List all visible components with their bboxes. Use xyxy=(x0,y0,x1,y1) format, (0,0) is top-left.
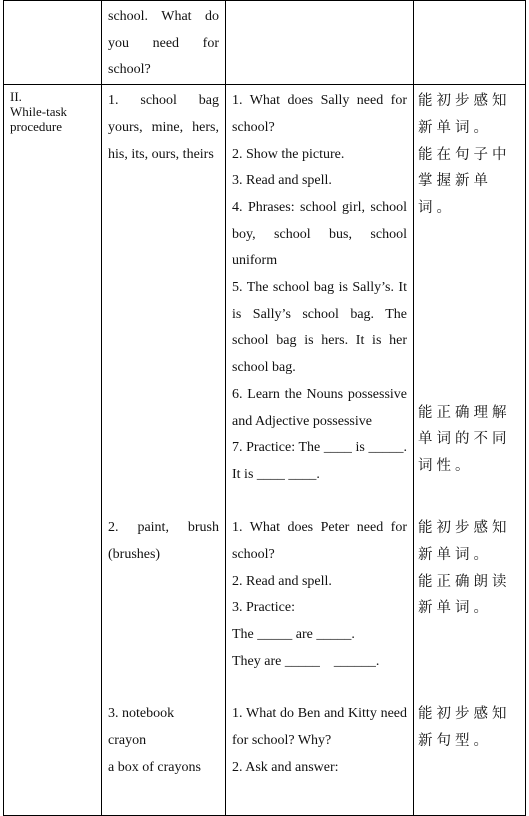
activity-item: 2. Ask and answer: xyxy=(232,759,339,775)
activity-item: 1. What do Ben and Kitty need for school? Why? xyxy=(232,706,407,748)
activity-item: 3. Practice: xyxy=(232,600,295,616)
activity-group-2 xyxy=(232,515,407,701)
content-text: school. What do you need for school? xyxy=(108,9,219,78)
activity-group-3 xyxy=(232,701,407,781)
activity-item: 5. The school bag is Sally’s. It is Sally’s school bag. The school bag is hers. It is her school bag. xyxy=(232,280,407,376)
purpose-item: 能初步感知新单词。 xyxy=(418,93,511,136)
purpose-item: 能在句子中掌握新单词。 xyxy=(418,146,511,216)
activity-item: 1. What does Sally need for school? xyxy=(232,93,407,135)
purpose-cell xyxy=(414,1,526,85)
stage-text: II. While-task procedure xyxy=(10,89,68,135)
activity-item: 7. Practice: The ____ is _____. It is ____ ____. xyxy=(232,440,407,482)
activity-item: The _____ are _____. xyxy=(232,626,355,642)
purpose-item: 能正确朗读新单词。 xyxy=(418,573,511,617)
activity-item: 4. Phrases: school girl, school boy, school bus, school uniform xyxy=(232,199,407,269)
content-item-3: 3. notebook crayon a box of crayons xyxy=(108,706,201,775)
activity-item: 1. What does Peter need for school? xyxy=(232,520,407,562)
content-item-2: 2. paint, brush (brushes) xyxy=(108,520,219,562)
stage-cell xyxy=(4,1,102,85)
table-row-while-task xyxy=(4,85,526,816)
activity-item: 2. Read and spell. xyxy=(232,573,332,589)
purpose-group-3 xyxy=(418,701,523,754)
purpose-item: 能初步感知新句型。 xyxy=(418,706,511,749)
content-cell xyxy=(102,1,226,85)
purpose-item: 能初步感知新单词。 xyxy=(418,520,511,563)
activities-cell xyxy=(226,85,414,816)
activity-item: 6. Learn the Nouns possessive and Adjective possessive xyxy=(232,386,407,429)
purpose-item: 能正确理解单词的不同词性。 xyxy=(418,404,511,475)
content-cell xyxy=(102,85,226,816)
content-item-1: 1. school bag yours, mine, hers, his, its, ours, theirs xyxy=(108,93,219,162)
activity-item: They are _____ ______. xyxy=(232,653,380,669)
purpose-cell xyxy=(414,85,526,816)
activity-item: 2. Show the picture. xyxy=(232,146,345,162)
activity-group-1 xyxy=(232,88,407,515)
activity-item: 3. Read and spell. xyxy=(232,173,332,189)
table-row-pre-task xyxy=(4,1,526,85)
activities-cell xyxy=(226,1,414,85)
lesson-plan-table xyxy=(3,0,526,816)
stage-cell xyxy=(4,85,102,816)
purpose-group-1 xyxy=(418,88,523,515)
purpose-group-2 xyxy=(418,515,523,701)
